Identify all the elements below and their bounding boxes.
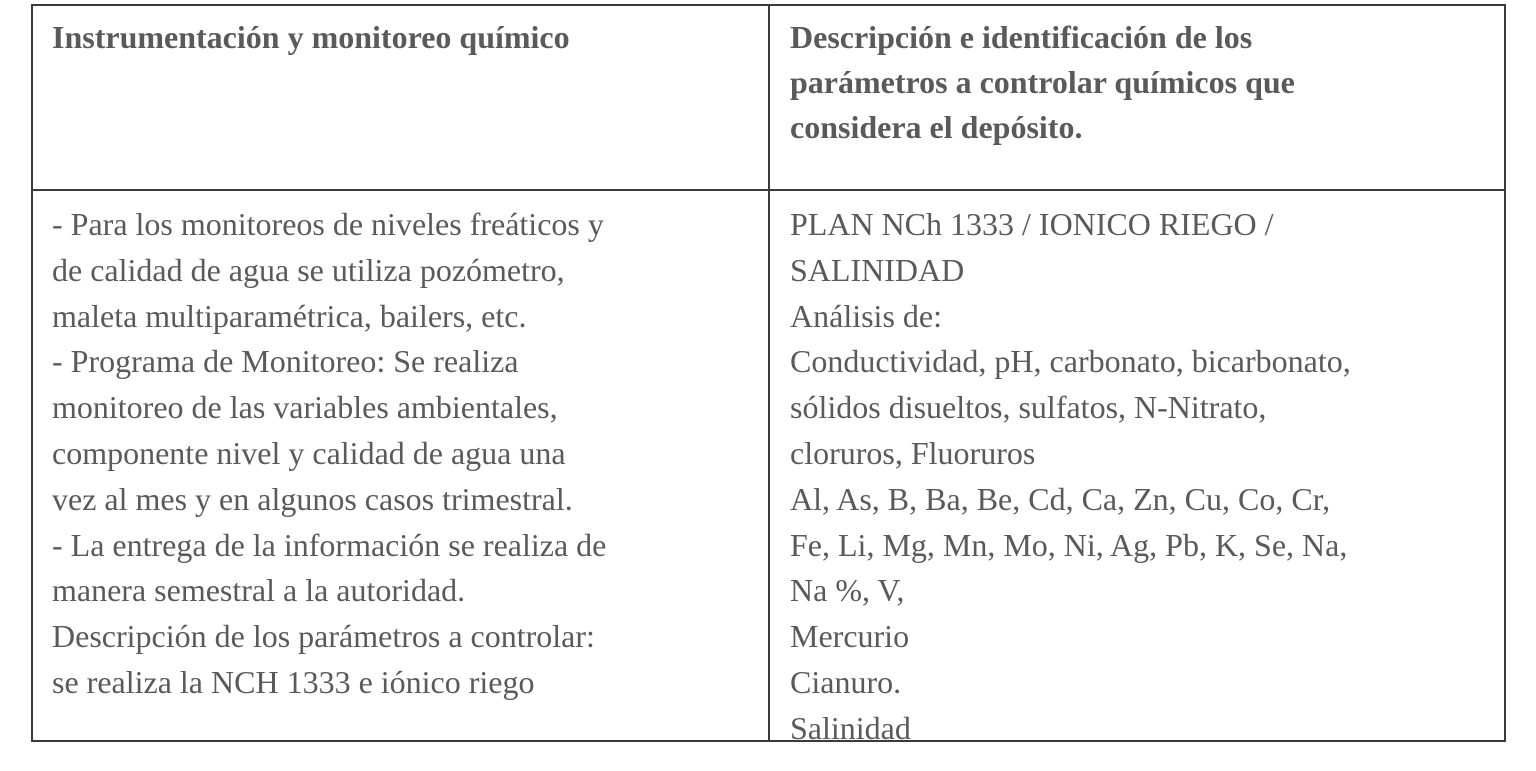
- text-line: vez al mes y en algunos casos trimestral.: [52, 480, 573, 517]
- text-line: componente nivel y calidad de agua una: [52, 434, 566, 471]
- body-cell-instrumentation: [33, 191, 770, 740]
- text-line: Fe, Li, Mg, Mn, Mo, Ni, Ag, Pb, K, Se, Na,: [790, 526, 1348, 563]
- text-line: monitoreo de las variables ambientales,: [52, 389, 558, 426]
- text-line: de calidad de agua se utiliza pozómetro,: [52, 251, 565, 288]
- text-line: Mercurio: [790, 618, 910, 655]
- header-description: Descripción e identificación de los parámetros a controlar químicos que considera el depósito.: [790, 19, 1295, 145]
- parameters-table: [31, 4, 1506, 742]
- text-line: - La entrega de la información se realiza de: [52, 526, 607, 563]
- text-line: SALINIDAD: [790, 251, 965, 288]
- text-line: Al, As, B, Ba, Be, Cd, Ca, Zn, Cu, Co, Cr,: [790, 480, 1331, 517]
- text-line: manera semestral a la autoridad.: [52, 572, 466, 609]
- text-line: maleta multiparamétrica, bailers, etc.: [52, 297, 527, 334]
- header-instrumentation: Instrumentación y monitoreo químico: [52, 19, 570, 55]
- text-line: sólidos disueltos, sulfatos, N-Nitrato,: [790, 389, 1267, 426]
- header-cell-description: [770, 6, 1504, 191]
- text-line: Cianuro.: [790, 663, 902, 700]
- text-line: - Para los monitoreos de niveles freáticos y: [52, 206, 604, 242]
- text-line: Conductividad, pH, carbonato, bicarbonato,: [790, 343, 1351, 380]
- text-line: cloruros, Fluoruros: [790, 434, 1036, 471]
- text-line: - Programa de Monitoreo: Se realiza: [52, 343, 519, 380]
- text-line: se realiza la NCH 1333 e iónico riego: [52, 663, 535, 700]
- text-line: Na %, V,: [790, 572, 905, 609]
- text-line: PLAN NCh 1333 / IONICO RIEGO /: [790, 206, 1274, 242]
- text-line: Análisis de:: [790, 297, 942, 334]
- parameters-text: [790, 202, 1494, 740]
- text-line: Descripción de los parámetros a controlar:: [52, 618, 595, 655]
- body-cell-parameters: [770, 191, 1504, 740]
- instrumentation-text: [52, 202, 758, 706]
- header-cell-instrumentation: [33, 6, 770, 191]
- text-line: Salinidad: [790, 709, 911, 740]
